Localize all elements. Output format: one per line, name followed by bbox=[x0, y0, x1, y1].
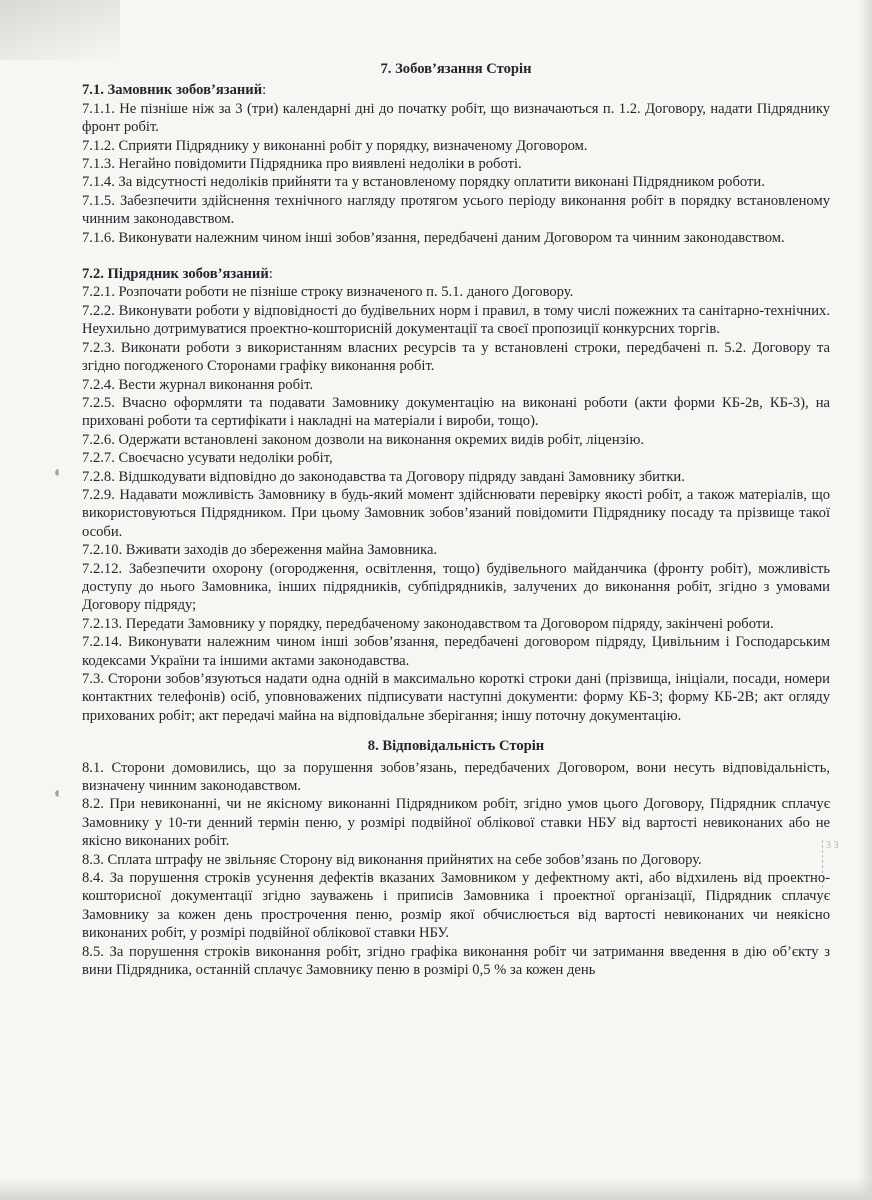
spacer bbox=[82, 725, 830, 737]
clause: 7.2.4. Вести журнал виконання робіт. bbox=[82, 376, 314, 393]
subsection-heading-text: 7.2. Підрядник зобов’язаний bbox=[82, 266, 269, 283]
binder-hole-icon: ◖ bbox=[52, 785, 62, 802]
clause: 7.2.6. Одержати встановлені законом дозволи на виконання окремих видів робіт, ліцензію. bbox=[82, 431, 645, 448]
clause: 7.1.1. Не пізніше ніж за 3 (три) календарні дні до початку робіт, що визначаються п. 1.2. Договору, надати Підряднику фронт робіт. bbox=[82, 100, 830, 136]
clause: 7.2.2. Виконувати роботи у відповідності до будівельних норм і правил, в тому числі пожежних та санітарно-технічних. Неухильно дотримуватися проектно-кошторисній документації та своєї пропозиції конкурсних торгів. bbox=[82, 302, 830, 338]
clause: 7.2.10. Вживати заходів до збереження майна Замовника. bbox=[82, 542, 438, 559]
subsection-heading-suffix: : bbox=[262, 82, 267, 99]
clause: 7.1.5. Забезпечити здійснення технічного нагляду протягом усього періоду виконання робіт в порядку встановленому чинним законодавством. bbox=[82, 192, 830, 228]
clause: 8.3. Сплата штрафу не звільняє Сторону від виконання прийнятих на себе зобов’язань по Договору. bbox=[82, 851, 702, 868]
margin-stamp-text: 3 3 bbox=[826, 840, 839, 851]
clause: 7.1.6. Виконувати належним чином інші зобов’язання, передбачені даним Договором та чинним законодавством. bbox=[82, 229, 785, 246]
clause: 7.2.7. Своєчасно усувати недоліки робіт, bbox=[82, 450, 333, 467]
clause: 8.5. За порушення строків виконання робіт, згідно графіка виконання робіт чи затримання введення в дію об’єкту з вини Підрядника, останній сплачує Замовнику пеню в розмірі 0,5 % за кожен день bbox=[82, 943, 830, 979]
binder-hole-icon: ◖ bbox=[52, 464, 62, 481]
page-edge-shadow-bottom bbox=[0, 1178, 872, 1200]
clause: 8.2. При невиконанні, чи не якісному виконанні Підрядником робіт, згідно умов цього Договору, Підрядник сплачує Замовнику у 10-ти денний термін пеню, у розмірі подвійної облікової ставки НБУ від вартості невиконаних або не якісно виконаних робіт. bbox=[82, 796, 830, 850]
section-title: 8. Відповідальність Сторін bbox=[367, 738, 545, 755]
clause: 7.2.8. Відшкодувати відповідно до законодавства та Договору підряду завдані Замовнику збитки. bbox=[82, 468, 685, 485]
subsection-heading bbox=[82, 81, 830, 99]
clause: 7.1.2. Сприяти Підряднику у виконанні робіт у порядку, визначеному Договором. bbox=[82, 137, 588, 154]
clause: 7.2.9. Надавати можливість Замовнику в будь-який момент здійснювати перевірку якості робіт, а також матеріалів, що використовуються Підрядником. При цьому Замовник зобов’язаний повідомити Підряднику посаду та прізвище такої особи. bbox=[82, 486, 830, 540]
clause: 8.4. За порушення строків усунення дефектів вказаних Замовником у дефектному акті, або відхилень від проектно-кошторисної документації згідно зауважень і приписів Замовника і проектної організації, Підрядник сплачує Замовнику за кожен день прострочення пеню, розмір якої обчислюється від вартості невиконаних чи неякісно виконаних робіт, у розмірі подвійної облікової ставки НБУ. bbox=[82, 870, 830, 942]
clause: 7.2.3. Виконати роботи з використанням власних ресурсів та у встановлені строки, передбачені п. 5.2. Договору та згідно погодженого Сторонами графіку виконання робіт. bbox=[82, 339, 830, 375]
spacer bbox=[82, 247, 830, 265]
document-content bbox=[82, 60, 830, 980]
clause: 8.1. Сторони домовились, що за порушення зобов’язань, передбачених Договором, вони несуть відповідальність, визначену чинним законодавством. bbox=[82, 759, 830, 795]
clause: 7.2.14. Виконувати належним чином інші зобов’язання, передбачені договором підряду, Цивільним і Господарським кодексами України та іншими актами законодавства. bbox=[82, 634, 830, 669]
section-title: 7. Зобов’язання Сторін bbox=[380, 61, 532, 77]
clause: 7.1.3. Негайно повідомити Підрядника про виявлені недоліки в роботі. bbox=[82, 156, 522, 173]
subsection-heading-text: 7.1. Замовник зобов’язаний bbox=[82, 82, 263, 99]
clause: 7.3. Сторони зобов’язуються надати одна одній в максимально короткі строки дані (прізвища, ініціали, посади, номери контактних телефонів) осіб, уповноважених підписувати наступні документи: форму КБ-3; форму КБ-2В; акт огляду прихованих робіт; акт передачі майна на відповідальне зберігання; іншу поточну документацію. bbox=[82, 671, 830, 724]
subsection-heading bbox=[82, 265, 830, 283]
clause: 7.2.1. Розпочати роботи не пізніше строку визначеного п. 5.1. даного Договору. bbox=[82, 284, 574, 301]
clause: 7.2.5. Вчасно оформляти та подавати Замовнику документацію на виконані роботи (акти форми КБ-2в, КБ-3), на приховані роботи та сертифікати і накладні на матеріали і вироби, тощо). bbox=[82, 394, 830, 430]
clause: 7.1.4. За відсутності недоліків прийняти та у встановленому порядку оплатити виконані Підрядником роботи. bbox=[82, 174, 765, 191]
clause: 7.2.12. Забезпечити охорону (огородження, освітлення, тощо) будівельного майданчика (фронту робіт), можливість доступу до нього Замовника, інших підрядників, субпідрядників, залучених до виконання робіт, згідно з умовами Договору підряду; bbox=[82, 560, 830, 614]
page-edge-shadow-right bbox=[858, 0, 872, 1200]
page-fold-shadow bbox=[0, 0, 120, 60]
clause: 7.2.13. Передати Замовнику у порядку, передбаченому законодавством та Договором підряду, закінчені роботи. bbox=[82, 615, 774, 632]
subsection-heading-suffix: : bbox=[268, 266, 273, 283]
